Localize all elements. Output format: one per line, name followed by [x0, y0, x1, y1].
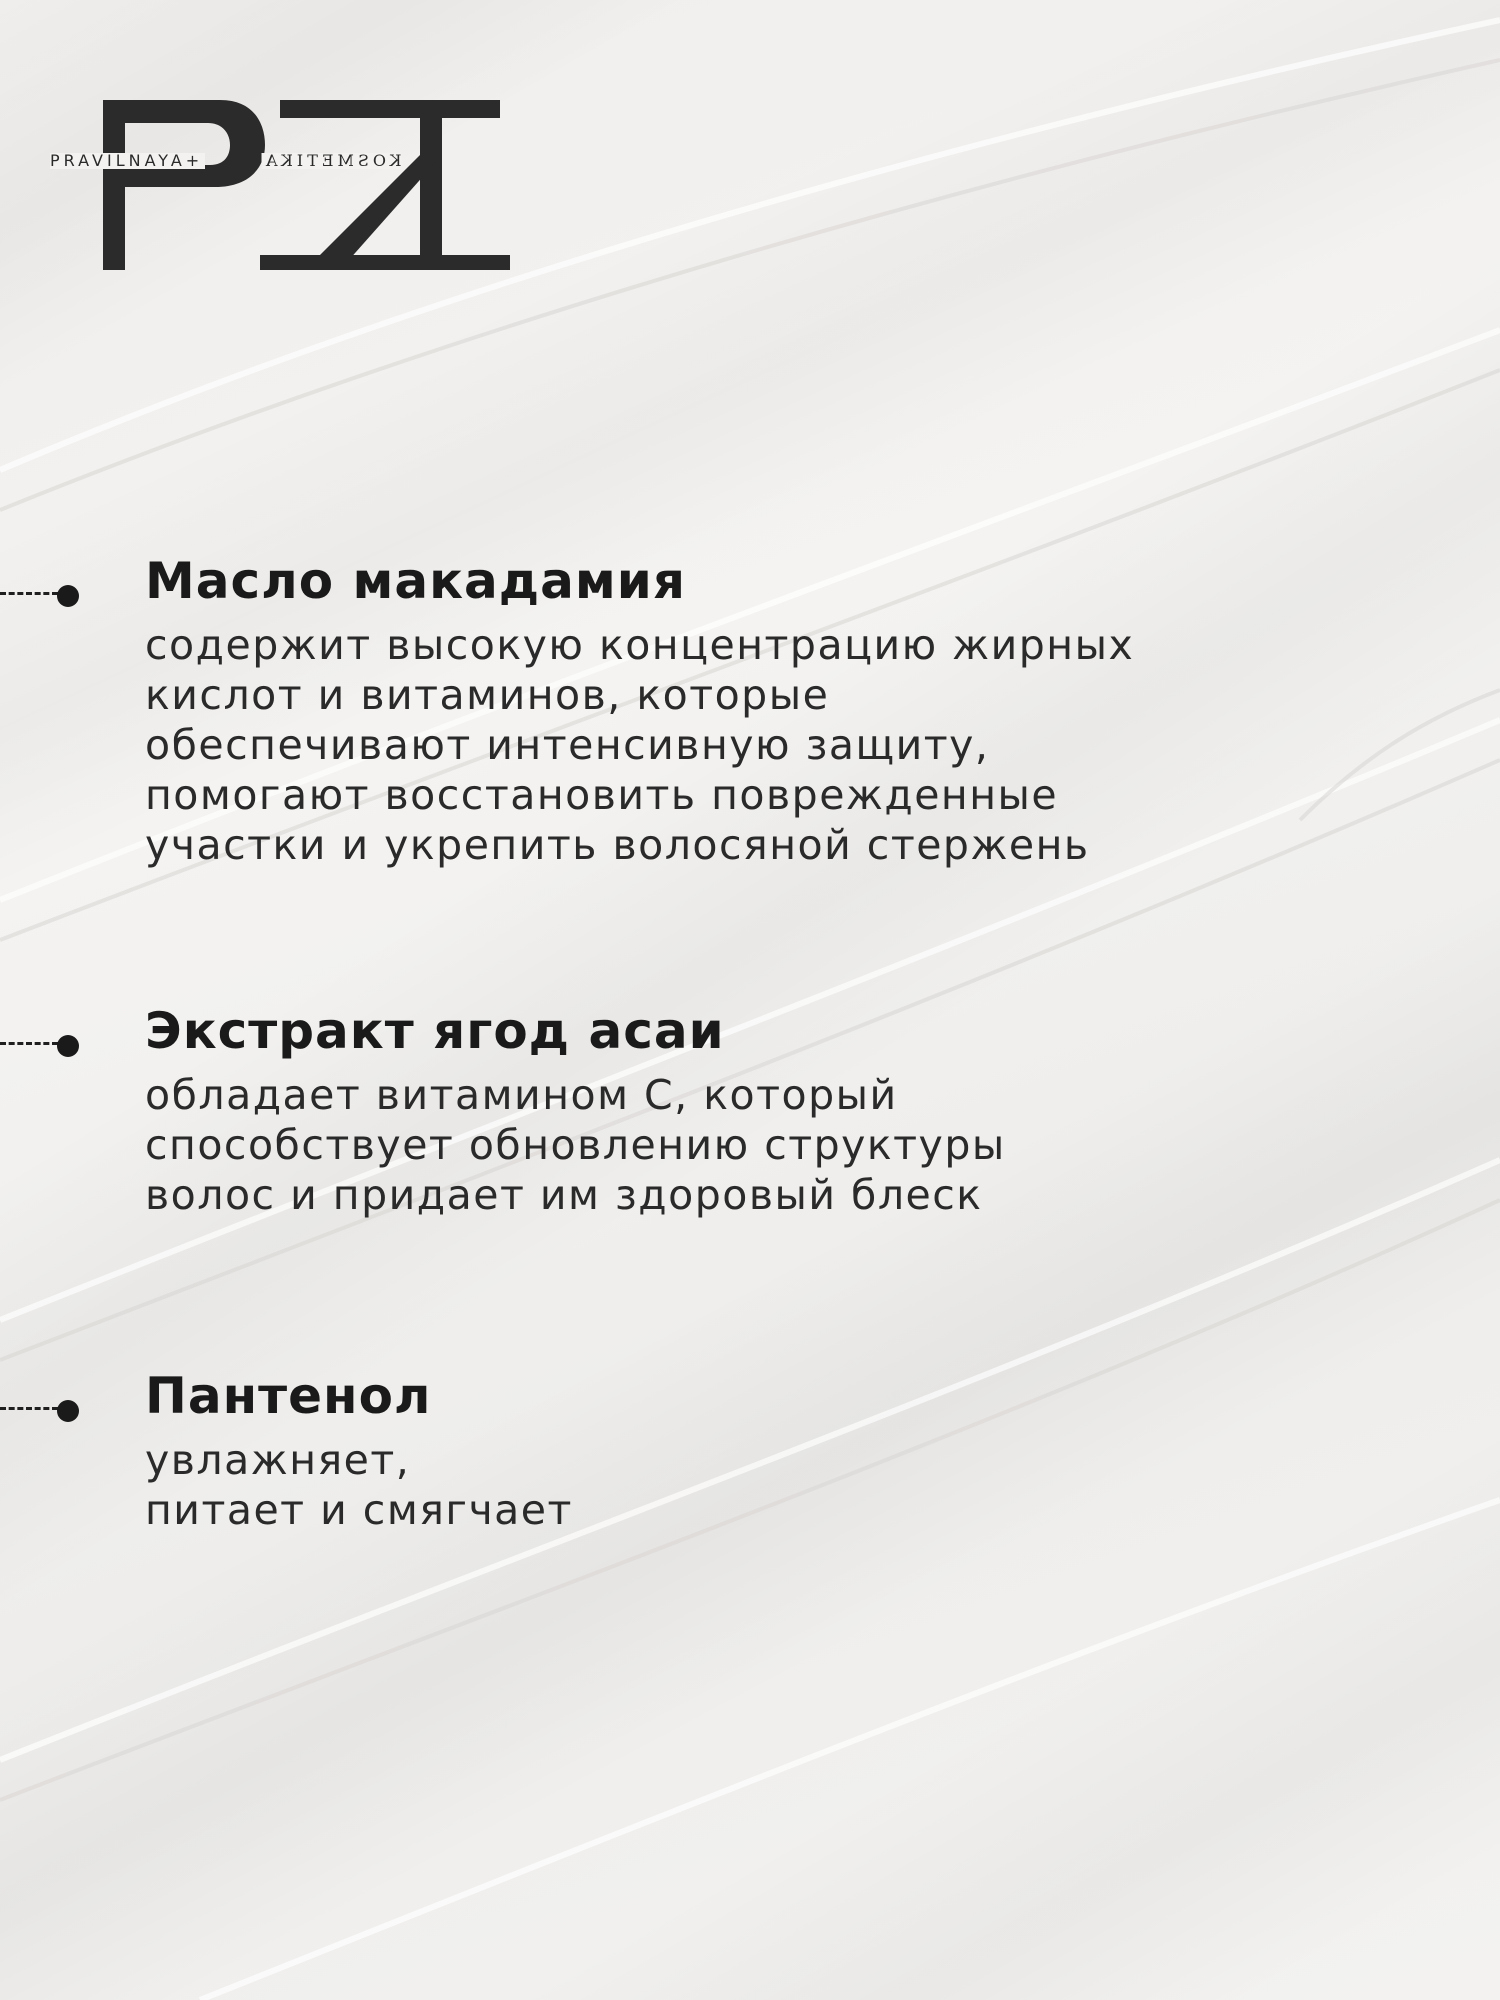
bullet-icon: [0, 1032, 90, 1056]
bullet-icon: [0, 582, 90, 606]
logo-word-kosmetika: KOSMETIKA: [262, 151, 402, 170]
ingredient-description: содержит высокую концентрацию жирных кислот и витаминов, которые обеспечивают интенсивную защиту, помогают восстановить поврежденные участки и укрепить волосяной стержень: [145, 621, 1135, 869]
bullet-icon: [0, 1397, 90, 1421]
brand-logo: [50, 95, 530, 275]
ingredient-title: Пантенол: [145, 1367, 432, 1425]
logo-word-pravilnaya: PRAVILNAYA+: [50, 151, 204, 170]
ingredient-title: Масло макадамия: [145, 552, 686, 610]
ingredient-title: Экстракт ягод асаи: [145, 1002, 725, 1060]
ingredient-description: обладает витамином С, который способствует обновлению структуры волос и придает им здоровый блеск: [145, 1071, 1006, 1219]
logo-monogram-icon: [50, 95, 530, 275]
ingredient-description: увлажняет, питает и смягчает: [145, 1436, 573, 1534]
